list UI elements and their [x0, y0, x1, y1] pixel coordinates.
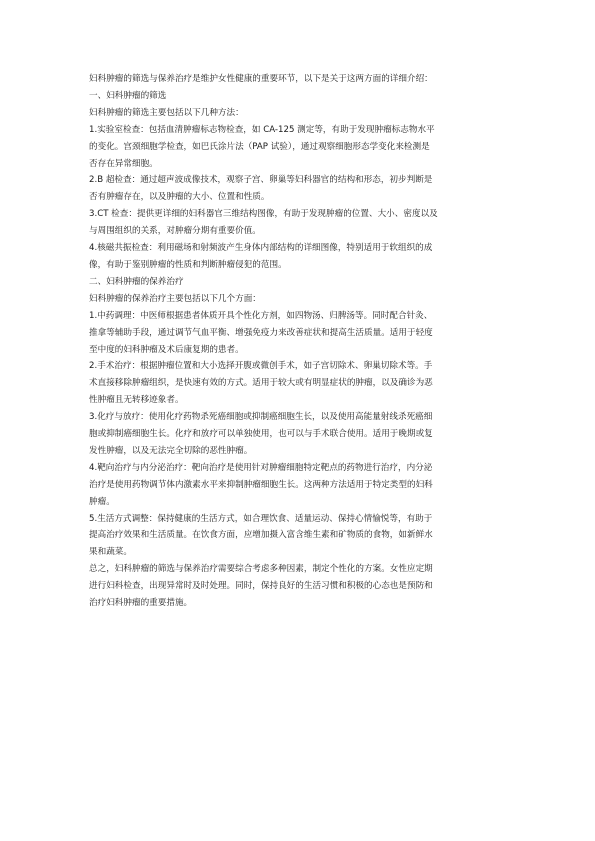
text-line: 1.实验室检查：包括血清肿瘤标志物检查，如 CA-125 测定等，有助于发现肿瘤标志物水平	[89, 124, 435, 135]
text-line: 否存在异常细胞。	[89, 158, 158, 169]
paragraph	[89, 561, 519, 612]
text-line: 二、妇科肿瘤的保养治疗	[89, 276, 184, 287]
text-line: 与周围组织的关系，对肿瘤分期有重要价值。	[89, 226, 261, 237]
text-line: 提高治疗效果和生活质量。在饮食方面，应增加摄入富含维生素和矿物质的食物，如新鲜水	[89, 530, 433, 541]
text-line: 像，有助于鉴别肿瘤的性质和判断肿瘤侵犯的范围。	[89, 259, 287, 270]
paragraph	[89, 240, 519, 274]
paragraph	[89, 291, 519, 308]
document-body	[89, 71, 519, 612]
paragraph	[89, 308, 519, 359]
text-line: 2.手术治疗：根据肿瘤位置和大小选择开腹或微创手术，如子宫切除术、卵巢切除术等。手	[89, 361, 433, 372]
text-line: 总之，妇科肿瘤的筛选与保养治疗需要综合考虑多种因素，制定个性化的方案。女性应定期	[89, 564, 433, 575]
paragraph	[89, 460, 519, 511]
text-line: 的变化。宫颈细胞学检查，如巴氏涂片法（PAP 试验），通过观察细胞形态学变化来检测是	[89, 141, 430, 152]
text-line: 3.化疗与放疗：使用化疗药物杀死癌细胞或抑制癌细胞生长，以及使用高能量射线杀死癌细	[89, 412, 433, 423]
text-line: 果和蔬菜。	[89, 547, 132, 558]
text-line: 妇科肿瘤的保养治疗主要包括以下几个方面：	[89, 293, 261, 304]
text-line: 胞或抑制癌细胞生长。化疗和放疗可以单独使用，也可以与手术联合使用。适用于晚期或复	[89, 429, 433, 440]
text-line: 否有肿瘤存在，以及肿瘤的大小、位置和性质。	[89, 192, 270, 203]
text-line: 一、妇科肿瘤的筛选	[89, 90, 167, 101]
paragraph	[89, 358, 519, 409]
text-line: 1.中药调理：中医师根据患者体质开具个性化方剂，如四物汤、归脾汤等。同时配合针灸、	[89, 310, 433, 321]
paragraph	[89, 71, 519, 88]
text-line: 2.B 超检查：通过超声波成像技术，观察子宫、卵巢等妇科器官的结构和形态，初步判断是	[89, 175, 433, 186]
paragraph	[89, 274, 519, 291]
text-line: 妇科肿瘤的筛选主要包括以下几种方法：	[89, 107, 244, 118]
paragraph	[89, 409, 519, 460]
text-line: 3.CT 检查：提供更详细的妇科器官三维结构图像，有助于发现肿瘤的位置、大小、密度以及	[89, 209, 438, 220]
paragraph	[89, 122, 519, 173]
text-line: 推拿等辅助手段，通过调节气血平衡、增强免疫力来改善症状和提高生活质量。适用于轻度	[89, 327, 433, 338]
paragraph	[89, 105, 519, 122]
text-line: 5.生活方式调整：保持健康的生活方式，如合理饮食、适量运动、保持心情愉悦等，有助于	[89, 513, 433, 524]
text-line: 妇科肿瘤的筛选与保养治疗是维护女性健康的重要环节，以下是关于这两方面的详细介绍：	[89, 74, 433, 84]
text-line: 治疗是使用药物调节体内激素水平来抑制肿瘤细胞生长。这两种方法适用于特定类型的妇科	[89, 479, 433, 490]
paragraph	[89, 206, 519, 240]
text-line: 发性肿瘤，以及无法完全切除的恶性肿瘤。	[89, 445, 253, 456]
text-line: 术直接移除肿瘤组织，是快速有效的方式。适用于较大或有明显症状的肿瘤，以及确诊为恶	[89, 378, 433, 389]
paragraph	[89, 88, 519, 105]
paragraph	[89, 172, 519, 206]
text-line: 至中度的妇科肿瘤及术后康复期的患者。	[89, 344, 244, 355]
text-line: 治疗妇科肿瘤的重要措施。	[89, 598, 193, 609]
text-line: 进行妇科检查，出现异常时及时处理。同时，保持良好的生活习惯和积极的心态也是预防和	[89, 581, 433, 592]
text-line: 肿瘤。	[89, 496, 115, 507]
text-line: 4.靶向治疗与内分泌治疗：靶向治疗是使用针对肿瘤细胞特定靶点的药物进行治疗，内分泌	[89, 462, 433, 473]
paragraph	[89, 511, 519, 562]
text-line: 性肿瘤且无转移迹象者。	[89, 395, 184, 406]
text-line: 4.核磁共振检查：利用磁场和射频波产生身体内部结构的详细图像，特别适用于软组织的成	[89, 243, 433, 254]
